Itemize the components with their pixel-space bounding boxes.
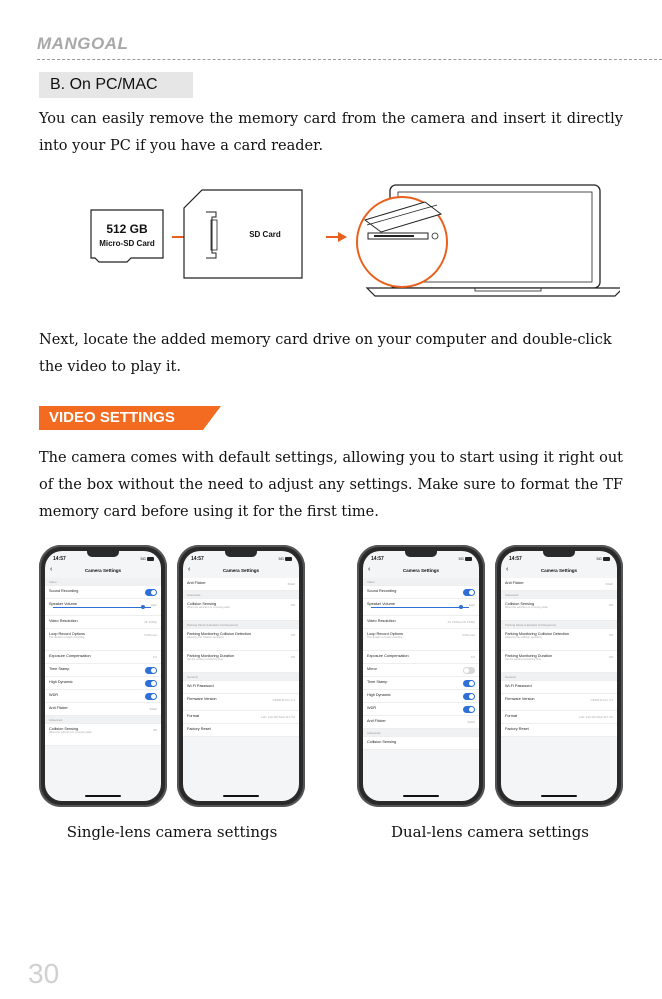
row-value: 60HZ: [287, 581, 295, 586]
settings-row[interactable]: [363, 703, 479, 716]
row-label: Advanced: [187, 592, 201, 597]
row-label: Parking Monitoring Duration: [505, 654, 553, 658]
section-header: [501, 621, 617, 629]
battery-icon: [465, 557, 472, 561]
home-indicator: [85, 795, 121, 797]
row-label: General: [187, 674, 198, 679]
row-value: Off: [609, 654, 613, 659]
settings-row[interactable]: [45, 690, 161, 703]
volume-slider[interactable]: [371, 607, 469, 608]
row-label: Wi-Fi Password: [187, 684, 214, 688]
row-value: Off: [291, 602, 295, 607]
settings-row[interactable]: [501, 711, 617, 724]
row-label: Factory Reset: [505, 727, 529, 731]
row-label: Sound Recording: [367, 589, 397, 593]
signal-label: 5G: [458, 556, 464, 561]
row-label: Parking Monitoring Collision Detection: [505, 632, 570, 636]
row-value: 3 Minutes: [461, 632, 475, 637]
row-label: Collision Sensing: [187, 602, 217, 606]
phone-dual-lens-1: [357, 545, 485, 807]
settings-row[interactable]: [45, 616, 161, 629]
signal-label: 5G: [278, 556, 284, 561]
row-label: Exposure Compensation: [49, 654, 91, 658]
toggle-switch[interactable]: [463, 667, 475, 674]
home-indicator: [223, 795, 259, 797]
settings-row[interactable]: [363, 629, 479, 651]
row-value: 4K 2160p: [144, 619, 157, 624]
row-label: Anti Flicker: [49, 706, 68, 710]
row-value: Off: [153, 727, 157, 732]
microsd-capacity: 512 GB: [106, 222, 148, 236]
section-header: [501, 673, 617, 681]
status-signal: [141, 556, 154, 561]
row-value: Off: [291, 632, 295, 637]
settings-row[interactable]: [183, 681, 299, 694]
sd-card-icon: [184, 190, 302, 278]
settings-row[interactable]: [183, 629, 299, 651]
slider-knob[interactable]: [141, 605, 145, 609]
row-label: Video: [367, 579, 375, 584]
toggle-switch[interactable]: [463, 706, 475, 713]
row-value: 0.0: [470, 654, 475, 659]
row-value: 60HZ: [149, 706, 157, 711]
home-indicator: [403, 795, 439, 797]
row-label: Parking Monitoring Collision Detection: [187, 632, 252, 636]
row-description: Adjusting the collision sensitivity: [187, 636, 224, 639]
toggle-switch[interactable]: [463, 589, 475, 596]
settings-list: [501, 578, 617, 737]
status-signal: [279, 556, 292, 561]
row-description: Set the parking monitoring time: [187, 658, 223, 661]
settings-row[interactable]: [183, 578, 299, 591]
volume-slider[interactable]: [53, 607, 151, 608]
toggle-switch[interactable]: [145, 589, 157, 596]
row-value: Left: 114.1G/Total 117.7G: [261, 714, 295, 719]
row-label: Loop Record Options: [367, 632, 403, 636]
row-label: Format: [187, 714, 200, 718]
signal-label: 5G: [596, 556, 602, 561]
settings-row[interactable]: [501, 724, 617, 737]
row-label: Time Stamp: [367, 680, 388, 684]
settings-row[interactable]: [45, 703, 161, 716]
video-settings-title: VIDEO SETTINGS: [49, 409, 175, 426]
sd-card-label: SD Card: [249, 230, 281, 239]
row-value: High: [150, 602, 157, 607]
status-time: 14:57: [371, 556, 384, 562]
settings-row[interactable]: [501, 694, 617, 711]
settings-row[interactable]: [363, 651, 479, 664]
screen-title: Camera Settings: [402, 568, 440, 573]
row-label: Anti Flicker: [367, 719, 386, 723]
settings-row[interactable]: [363, 690, 479, 703]
row-label: Speaker Volume: [367, 602, 395, 606]
settings-list: [45, 578, 161, 746]
status-time: 14:57: [191, 556, 204, 562]
microsd-label: Micro-SD Card: [99, 239, 155, 248]
header-divider: [37, 59, 662, 60]
section-header: [183, 591, 299, 599]
section-header: [183, 673, 299, 681]
back-chevron-icon[interactable]: ‹: [50, 566, 53, 573]
settings-row[interactable]: [183, 599, 299, 621]
intro-paragraph: You can easily remove the memory card from the camera and insert it directly into your PC if you have a card reader.: [39, 111, 623, 154]
row-label: Format: [505, 714, 518, 718]
row-description: The duration of each recording: [367, 636, 403, 639]
screen-title: Camera Settings: [222, 568, 260, 573]
row-label: Factory Reset: [187, 727, 211, 731]
row-label: Sound Recording: [49, 589, 79, 593]
card-slot-zoom-icon: [357, 197, 447, 287]
row-description: Set the parking monitoring time: [505, 658, 541, 661]
next-paragraph: Next, locate the added memory card drive on your computer and double-click the video to play it.: [39, 332, 612, 375]
screen-title: Camera Settings: [540, 568, 578, 573]
row-label: Video: [49, 579, 57, 584]
settings-paragraph: The camera comes with default settings, allowing you to start using it right out of the box without the need to adjust any settings. Make sure to format the TF memory card before using it for the first time.: [39, 450, 623, 520]
section-header: [363, 729, 479, 737]
row-label: Mirror: [367, 667, 377, 671]
row-description: When the vehicle is in a moving state: [505, 606, 548, 609]
settings-row[interactable]: [363, 586, 479, 599]
row-label: Advanced: [505, 592, 519, 597]
settings-row[interactable]: [45, 629, 161, 651]
row-label: Video Resolution: [367, 619, 396, 623]
row-value: Off: [609, 632, 613, 637]
section-b-heading: [39, 72, 193, 98]
status-signal: [597, 556, 610, 561]
brand-logo: MANGOAL: [37, 34, 129, 53]
row-label: Anti Flicker: [187, 581, 206, 585]
row-label: Exposure Compensation: [367, 654, 409, 658]
row-label: Parking Mode (Hardwire Kit Required): [505, 622, 556, 627]
row-value: High: [468, 602, 475, 607]
row-label: WDR: [49, 693, 59, 697]
row-label: Advanced: [49, 717, 63, 722]
video-settings-banner: [39, 406, 221, 430]
section-header: [501, 591, 617, 599]
settings-row[interactable]: [45, 677, 161, 690]
section-header: [183, 621, 299, 629]
settings-row[interactable]: [501, 629, 617, 651]
row-label: Collision Sensing: [49, 727, 79, 731]
caption-dual-lens: Dual-lens camera settings: [390, 823, 589, 841]
row-label: General: [505, 674, 516, 679]
back-chevron-icon[interactable]: ‹: [188, 566, 191, 573]
settings-row[interactable]: [363, 599, 479, 616]
toggle-switch[interactable]: [463, 693, 475, 700]
arrow-right-icon: [326, 232, 347, 242]
row-value: Left: 114.1G/Total 117.7G: [579, 714, 613, 719]
phone-single-lens-1: [39, 545, 167, 807]
settings-row[interactable]: [501, 578, 617, 591]
settings-list: [183, 578, 299, 737]
status-time: 14:57: [53, 556, 66, 562]
row-value: Off: [609, 602, 613, 607]
settings-row[interactable]: [363, 677, 479, 690]
row-value: C6400 R-Pro 4.1: [590, 697, 613, 702]
settings-row[interactable]: [501, 599, 617, 621]
row-description: Adjusting the collision sensitivity: [505, 636, 542, 639]
row-label: Anti Flicker: [505, 581, 524, 585]
settings-row[interactable]: [183, 694, 299, 711]
toggle-switch[interactable]: [463, 680, 475, 687]
row-value: 0.0: [152, 654, 157, 659]
row-description: When the vehicle is in a moving state: [49, 731, 92, 734]
row-value: Off: [291, 654, 295, 659]
row-label: Collision Sensing: [367, 740, 397, 744]
row-label: High Dynamic: [49, 680, 73, 684]
toggle-switch[interactable]: [145, 667, 157, 674]
row-label: Time Stamp: [49, 667, 70, 671]
row-description: The duration of each recording: [49, 636, 85, 639]
section-header: [45, 716, 161, 724]
page-number: 30: [28, 958, 60, 989]
settings-list: [363, 578, 479, 750]
settings-row[interactable]: [45, 651, 161, 664]
settings-row[interactable]: [45, 586, 161, 599]
settings-row[interactable]: [183, 724, 299, 737]
card-transfer-diagram: [80, 180, 620, 305]
row-label: Parking Monitoring Duration: [187, 654, 235, 658]
settings-row[interactable]: [363, 616, 479, 629]
microsd-card-icon: [91, 210, 163, 262]
settings-row[interactable]: [183, 651, 299, 673]
row-value: C6400 R-Pro 4.1: [272, 697, 295, 702]
row-label: WDR: [367, 706, 377, 710]
row-value: 3 Minutes: [143, 632, 157, 637]
phone-dual-lens-2: [495, 545, 623, 807]
status-time: 14:57: [509, 556, 522, 562]
settings-row[interactable]: [45, 664, 161, 677]
settings-row[interactable]: [183, 711, 299, 724]
back-chevron-icon[interactable]: ‹: [368, 566, 371, 573]
row-label: Video Resolution: [49, 619, 78, 623]
battery-icon: [603, 557, 610, 561]
settings-row[interactable]: [501, 651, 617, 673]
section-header: [45, 578, 161, 586]
screen-title: Camera Settings: [84, 568, 122, 573]
section-header: [363, 578, 479, 586]
battery-icon: [147, 557, 154, 561]
settings-row[interactable]: [363, 737, 479, 750]
slider-knob[interactable]: [459, 605, 463, 609]
section-b-title: B. On PC/MAC: [50, 76, 158, 93]
row-value: 4K 2160p+2K 1440p: [447, 619, 475, 624]
home-indicator: [541, 795, 577, 797]
back-chevron-icon[interactable]: ‹: [506, 566, 509, 573]
status-signal: [459, 556, 472, 561]
row-description: When the vehicle is in a moving state: [187, 606, 230, 609]
settings-row[interactable]: [45, 599, 161, 616]
settings-row[interactable]: [45, 724, 161, 746]
row-label: Wi-Fi Password: [505, 684, 532, 688]
row-value: 60HZ: [467, 719, 475, 724]
row-label: Firmware Version: [505, 697, 535, 701]
settings-row[interactable]: [363, 716, 479, 729]
toggle-switch[interactable]: [145, 680, 157, 687]
row-label: Collision Sensing: [505, 602, 535, 606]
settings-row[interactable]: [363, 664, 479, 677]
row-label: Loop Record Options: [49, 632, 85, 636]
caption-single-lens: Single-lens camera settings: [66, 823, 278, 841]
row-value: 60HZ: [605, 581, 613, 586]
toggle-switch[interactable]: [145, 693, 157, 700]
row-label: Advanced: [367, 730, 381, 735]
row-label: High Dynamic: [367, 693, 391, 697]
row-label: Speaker Volume: [49, 602, 77, 606]
row-label: Parking Mode (Hardwire Kit Required): [187, 622, 238, 627]
settings-row[interactable]: [501, 681, 617, 694]
row-label: Firmware Version: [187, 697, 217, 701]
battery-icon: [285, 557, 292, 561]
phone-single-lens-2: [177, 545, 305, 807]
signal-label: 5G: [140, 556, 146, 561]
